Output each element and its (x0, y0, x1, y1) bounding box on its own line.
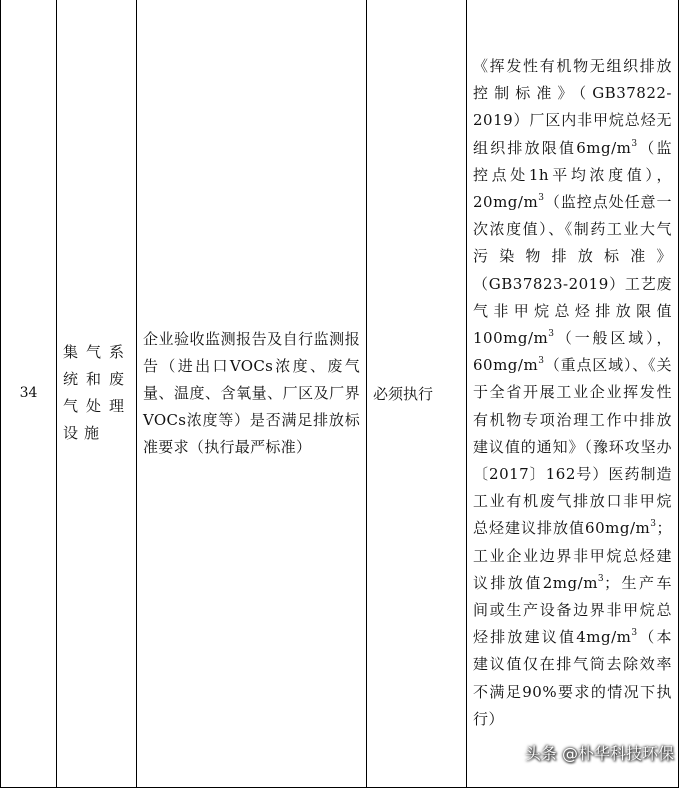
execution-text: 必须执行 (373, 384, 434, 403)
row-number (1, 0, 57, 788)
basis-part: ；生产车间或生产设备边界非甲烷总烃排放建议值4mg/m (473, 573, 672, 647)
basis-part: （本建议值仅在排气筒去除效率不满足90%要求的情况下执行） (473, 628, 672, 728)
superscript: 3 (538, 192, 545, 203)
basis-part: （一般区域），60mg/m (473, 328, 672, 375)
row-number-text: 34 (19, 385, 38, 401)
basis-part: ；工业企业边界非甲烷总烃建议排放值2mg/m (473, 519, 672, 592)
execution-cell (367, 0, 467, 788)
requirement-cell (137, 0, 367, 788)
superscript: 3 (631, 628, 638, 639)
item-text: 集气系统和废气处理设施 (63, 343, 130, 442)
watermark (493, 741, 674, 764)
watermark-text: 头条 @朴华科技环保 (524, 744, 674, 763)
superscript: 3 (650, 519, 657, 530)
superscript: 3 (548, 328, 555, 339)
basis-text (473, 53, 672, 733)
basis-part: （重点区域）、《关于全省开展工业企业挥发性有机物专项治理工作中排放建议值的通知》（豫环攻坚办〔2017〕162号）医药制造工业有机废气排放口非甲烷总烃建议排放值60mg/m (473, 356, 672, 538)
superscript: 3 (631, 138, 638, 149)
item-cell (57, 0, 137, 788)
superscript: 3 (538, 356, 545, 367)
toutiao-logo-icon (493, 744, 519, 762)
superscript: 3 (597, 573, 605, 584)
basis-part: 《挥发性有机物无组织排放控制标准》（GB37822-2019）厂区内非甲烷总烃无组织排放限值6mg/m (473, 56, 672, 157)
table-row (1, 0, 679, 788)
basis-part: （监控点处1h平均浓度值），20mg/m (473, 138, 672, 211)
basis-part: （监控点处任意一次浓度值）、《制药工业大气污染物排放标准》（GB37823-2019）工艺废气非甲烷总烃排放限值100mg/m (473, 192, 672, 347)
basis-cell (467, 0, 679, 788)
requirement-text: 企业验收监测报告及自行监测报告（进出口VOCs浓度、废气量、温度、含氧量、厂区及厂界VOCs浓度等）是否满足排放标准要求（执行最严标准） (143, 329, 360, 456)
